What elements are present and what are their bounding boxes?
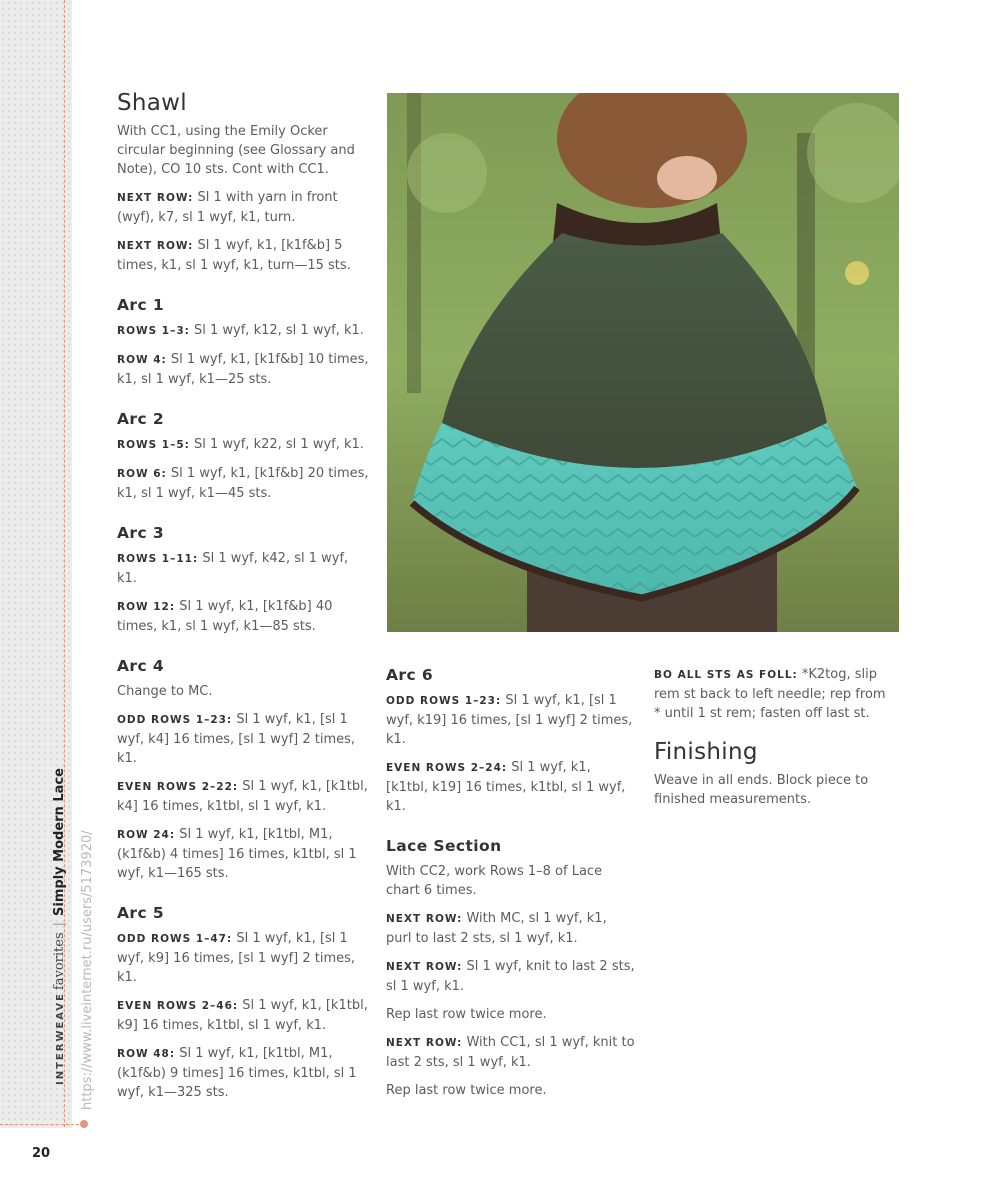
instruction-row: ROWS 1–5: Sl 1 wyf, k22, sl 1 wyf, k1. — [117, 437, 364, 452]
instruction-row: ROW 24: Sl 1 wyf, k1, [k1tbl, M1, (k1f&b) 4 times] 16 times, k1tbl, sl 1 wyf, k1—165 sts. — [117, 827, 357, 881]
finishing-text: Weave in all ends. Block piece to finished measurements. — [654, 773, 869, 807]
subsection-title-arc4: Arc 4 — [117, 657, 165, 675]
column-left — [117, 88, 369, 1111]
column-middle — [386, 665, 636, 1109]
subsection-title-arc2: Arc 2 — [117, 410, 165, 428]
instruction-row: EVEN ROWS 2–22: Sl 1 wyf, k1, [k1tbl, k4] 16 times, k1tbl, sl 1 wyf, k1. — [117, 779, 368, 814]
watermark-url: https://www.liveinternet.ru/users/5173920/ — [80, 830, 95, 1110]
instruction-row: EVEN ROWS 2–46: Sl 1 wyf, k1, [k1tbl, k9] 16 times, k1tbl, sl 1 wyf, k1. — [117, 998, 368, 1033]
book-title: Simply Modern Lace — [52, 768, 67, 916]
instruction-row: ROW 48: Sl 1 wyf, k1, [k1tbl, M1, (k1f&b) 9 times] 16 times, k1tbl, sl 1 wyf, k1—325 sts. — [117, 1046, 357, 1100]
bindoff-instruction: BO ALL STS AS FOLL: *K2tog, slip rem st back to left needle; rep from * until 1 st rem; fasten off last st. — [654, 667, 886, 721]
page-number-box — [0, 1128, 72, 1197]
repeat-note: Rep last row twice more. — [386, 1007, 547, 1022]
instruction-row: EVEN ROWS 2–24: Sl 1 wyf, k1, [k1tbl, k19] 16 times, k1tbl, sl 1 wyf, k1. — [386, 760, 626, 814]
instruction-row: ROW 4: Sl 1 wyf, k1, [k1f&b] 10 times, k1, sl 1 wyf, k1—25 sts. — [117, 352, 369, 387]
dashed-horizontal-rule — [0, 1124, 84, 1125]
instruction-row: NEXT ROW: Sl 1 wyf, k1, [k1f&b] 5 times, k1, sl 1 wyf, k1, turn—15 sts. — [117, 238, 351, 273]
instruction-row: ROW 6: Sl 1 wyf, k1, [k1f&b] 20 times, k1, sl 1 wyf, k1—45 sts. — [117, 466, 369, 501]
rule-end-dot — [80, 1120, 88, 1128]
lace-intro: With CC2, work Rows 1–8 of Lace chart 6 times. — [386, 864, 603, 898]
subsection-title-arc5: Arc 5 — [117, 904, 165, 922]
arc4-intro: Change to MC. — [117, 684, 213, 699]
instruction-row: ODD ROWS 1–23: Sl 1 wyf, k1, [sl 1 wyf, k19] 16 times, [sl 1 wyf] 2 times, k1. — [386, 693, 633, 747]
running-footer: INTERWEAVEfavorites|Simply Modern Lace — [52, 768, 67, 1085]
subsection-title-arc3: Arc 3 — [117, 524, 165, 542]
subsection-title-arc1: Arc 1 — [117, 296, 165, 314]
instruction-row: NEXT ROW: Sl 1 wyf, knit to last 2 sts, sl 1 wyf, k1. — [386, 959, 635, 994]
publisher-brand-suffix: favorites — [52, 932, 67, 991]
subsection-title-lace: Lace Section — [386, 837, 502, 855]
instruction-row: NEXT ROW: Sl 1 with yarn in front (wyf), k7, sl 1 wyf, k1, turn. — [117, 190, 338, 225]
section-title-shawl: Shawl — [117, 90, 187, 116]
section-title-finishing: Finishing — [654, 739, 758, 765]
publisher-brand: INTERWEAVE — [55, 992, 66, 1085]
subsection-title-arc6: Arc 6 — [386, 666, 434, 684]
instruction-row: ROW 12: Sl 1 wyf, k1, [k1f&b] 40 times, k1, sl 1 wyf, k1—85 sts. — [117, 599, 333, 634]
instruction-row: ROWS 1–11: Sl 1 wyf, k42, sl 1 wyf, k1. — [117, 551, 349, 586]
shawl-intro: With CC1, using the Emily Ocker circular beginning (see Glossary and Note), CO 10 sts. Cont with CC1. — [117, 124, 355, 177]
page-number: 20 — [32, 1146, 51, 1161]
instruction-row: NEXT ROW: With CC1, sl 1 wyf, knit to last 2 sts, sl 1 wyf, k1. — [386, 1035, 635, 1070]
shawl-photo — [387, 93, 899, 632]
instruction-row: NEXT ROW: With MC, sl 1 wyf, k1, purl to last 2 sts, sl 1 wyf, k1. — [386, 911, 607, 946]
instruction-row: ODD ROWS 1–23: Sl 1 wyf, k1, [sl 1 wyf, k4] 16 times, [sl 1 wyf] 2 times, k1. — [117, 712, 356, 766]
instruction-row: ODD ROWS 1–47: Sl 1 wyf, k1, [sl 1 wyf, k9] 16 times, [sl 1 wyf] 2 times, k1. — [117, 931, 356, 985]
column-right — [654, 665, 894, 818]
instruction-row: ROWS 1–3: Sl 1 wyf, k12, sl 1 wyf, k1. — [117, 323, 364, 338]
repeat-note: Rep last row twice more. — [386, 1083, 547, 1098]
